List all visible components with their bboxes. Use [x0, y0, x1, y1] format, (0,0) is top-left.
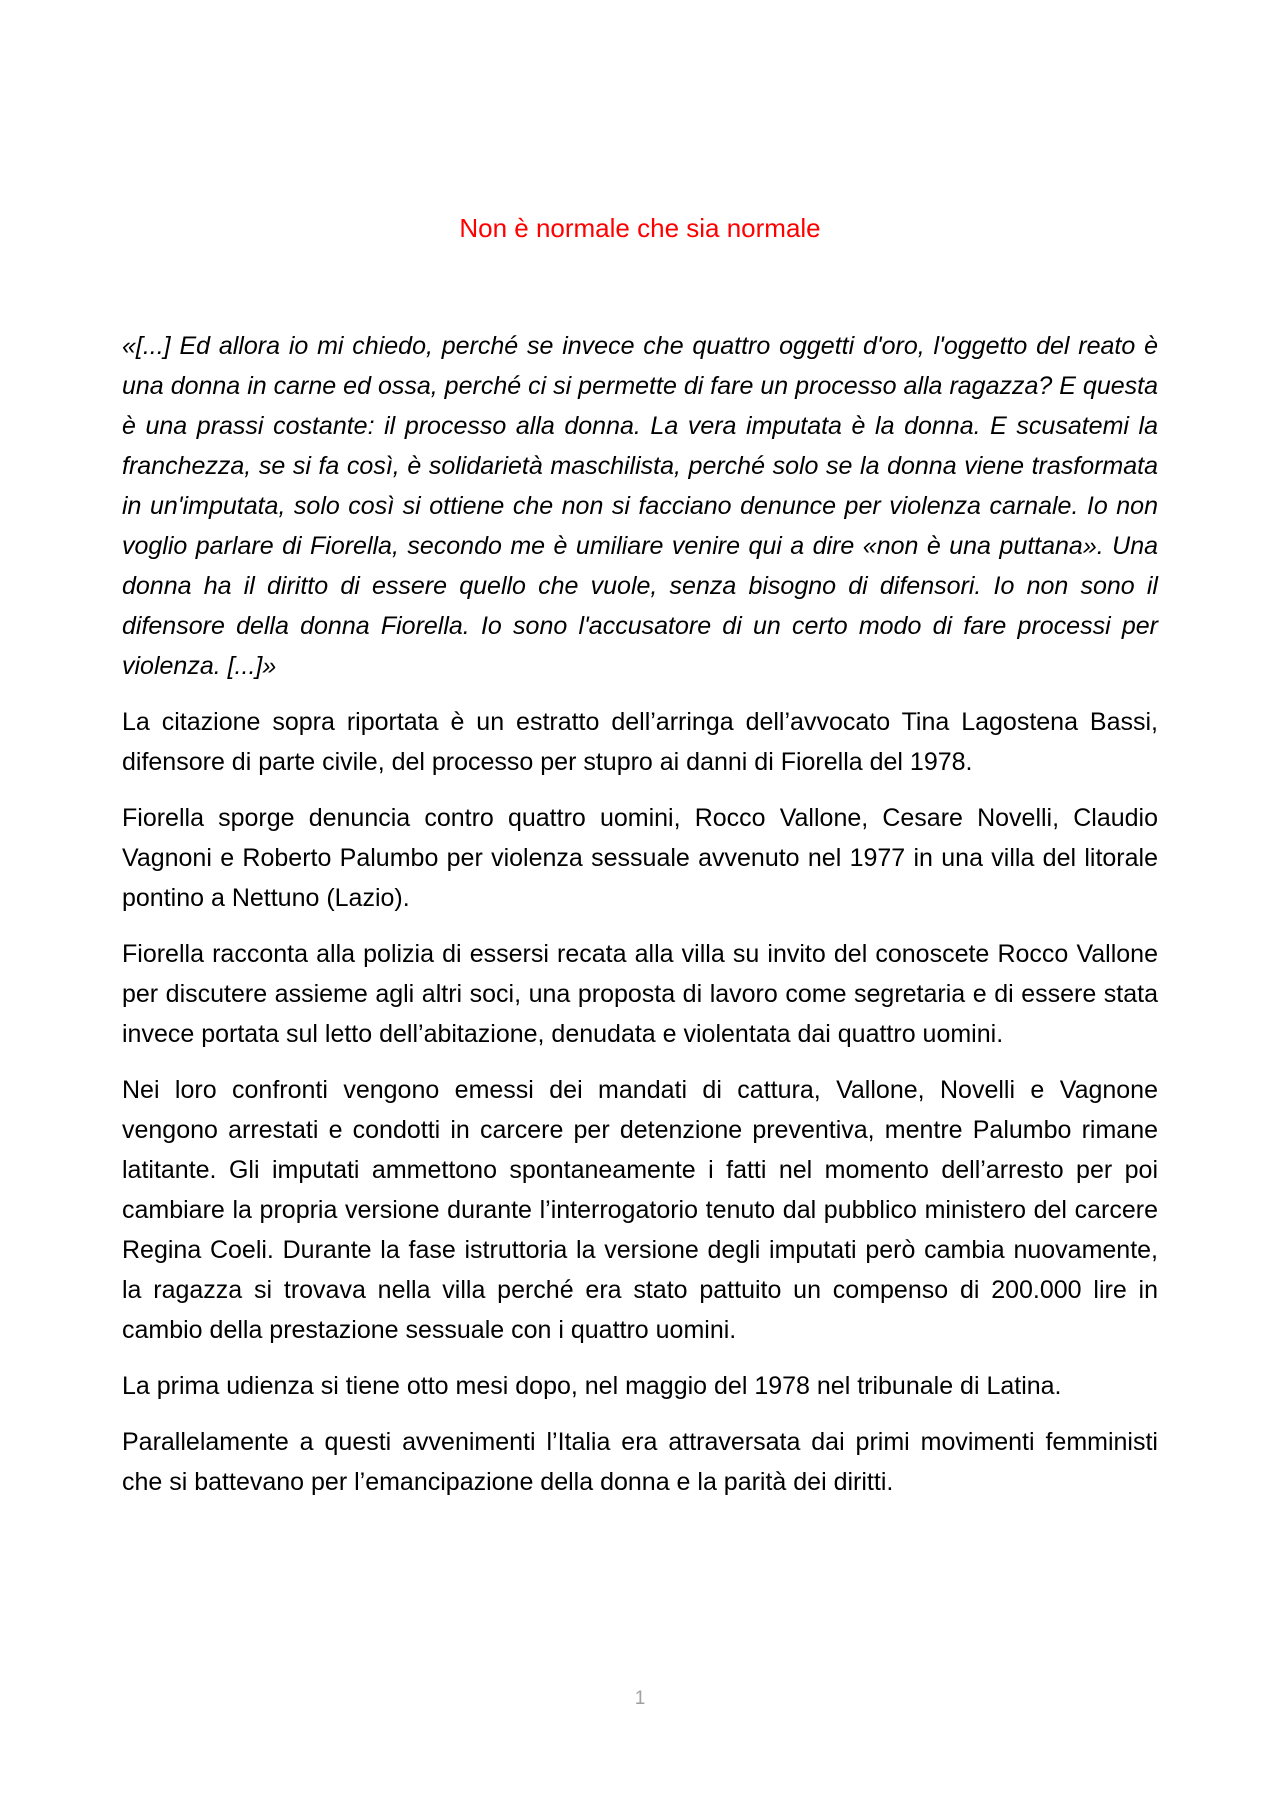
body-paragraph: Fiorella racconta alla polizia di essersi recata alla villa su invito del conoscete Rocco Vallone per discutere assieme agli altri soci, una proposta di lavoro come segretaria e di essere stata invece portata sul letto dell’abitazione, denudata e violentata dai quattro uomini. — [122, 940, 1158, 1048]
page-number: 1 — [634, 1688, 646, 1709]
body-paragraph: Parallelamente a questi avvenimenti l’Italia era attraversata dai primi movimenti femministi che si battevano per l’emancipazione della donna e la parità dei diritti. — [122, 1428, 1158, 1496]
body-paragraph: La citazione sopra riportata è un estratto dell’arringa dell’avvocato Tina Lagostena Bassi, difensore di parte civile, del processo per stupro ai danni di Fiorella del 1978. — [122, 708, 1158, 776]
document-title: Non è normale che sia normale — [459, 213, 821, 243]
body-paragraph: Fiorella sporge denuncia contro quattro uomini, Rocco Vallone, Cesare Novelli, Claudio Vagnoni e Roberto Palumbo per violenza sessuale avvenuto nel 1977 in una villa del litorale pontino a Nettuno (Lazio). — [122, 804, 1158, 912]
body-paragraph: La prima udienza si tiene otto mesi dopo, nel maggio del 1978 nel tribunale di Latina. — [122, 1372, 1062, 1400]
document-body — [122, 326, 1158, 1518]
quote-paragraph: «[...] Ed allora io mi chiedo, perché se invece che quattro oggetti d'oro, l'oggetto del reato è una donna in carne ed ossa, perché ci si permette di fare un processo alla ragazza? E questa è una prassi costante: il processo alla donna. La vera imputata è la donna. E scusatemi la franchezza, se si fa così, è solidarietà maschilista, perché solo se la donna viene trasformata in un'imputata, solo così si ottiene che non si facciano denunce per violenza carnale. Io non voglio parlare di Fiorella, secondo me è umiliare venire qui a dire «non è una puttana». Una donna ha il diritto di essere quello che vuole, senza bisogno di difensori. Io non sono il difensore della donna Fiorella. Io sono l'accusatore di un certo modo di fare processi per violenza. [...]» — [122, 332, 1158, 680]
body-paragraph: Nei loro confronti vengono emessi dei mandati di cattura, Vallone, Novelli e Vagnone vengono arrestati e condotti in carcere per detenzione preventiva, mentre Palumbo rimane latitante. Gli imputati ammettono spontaneamente i fatti nel momento dell’arresto per poi cambiare la propria versione durante l’interrogatorio tenuto dal pubblico ministero del carcere Regina Coeli. Durante la fase istruttoria la versione degli imputati però cambia nuovamente, la ragazza si trovava nella villa perché era stato pattuito un compenso di 200.000 lire in cambio della prestazione sessuale con i quattro uomini. — [122, 1076, 1158, 1344]
